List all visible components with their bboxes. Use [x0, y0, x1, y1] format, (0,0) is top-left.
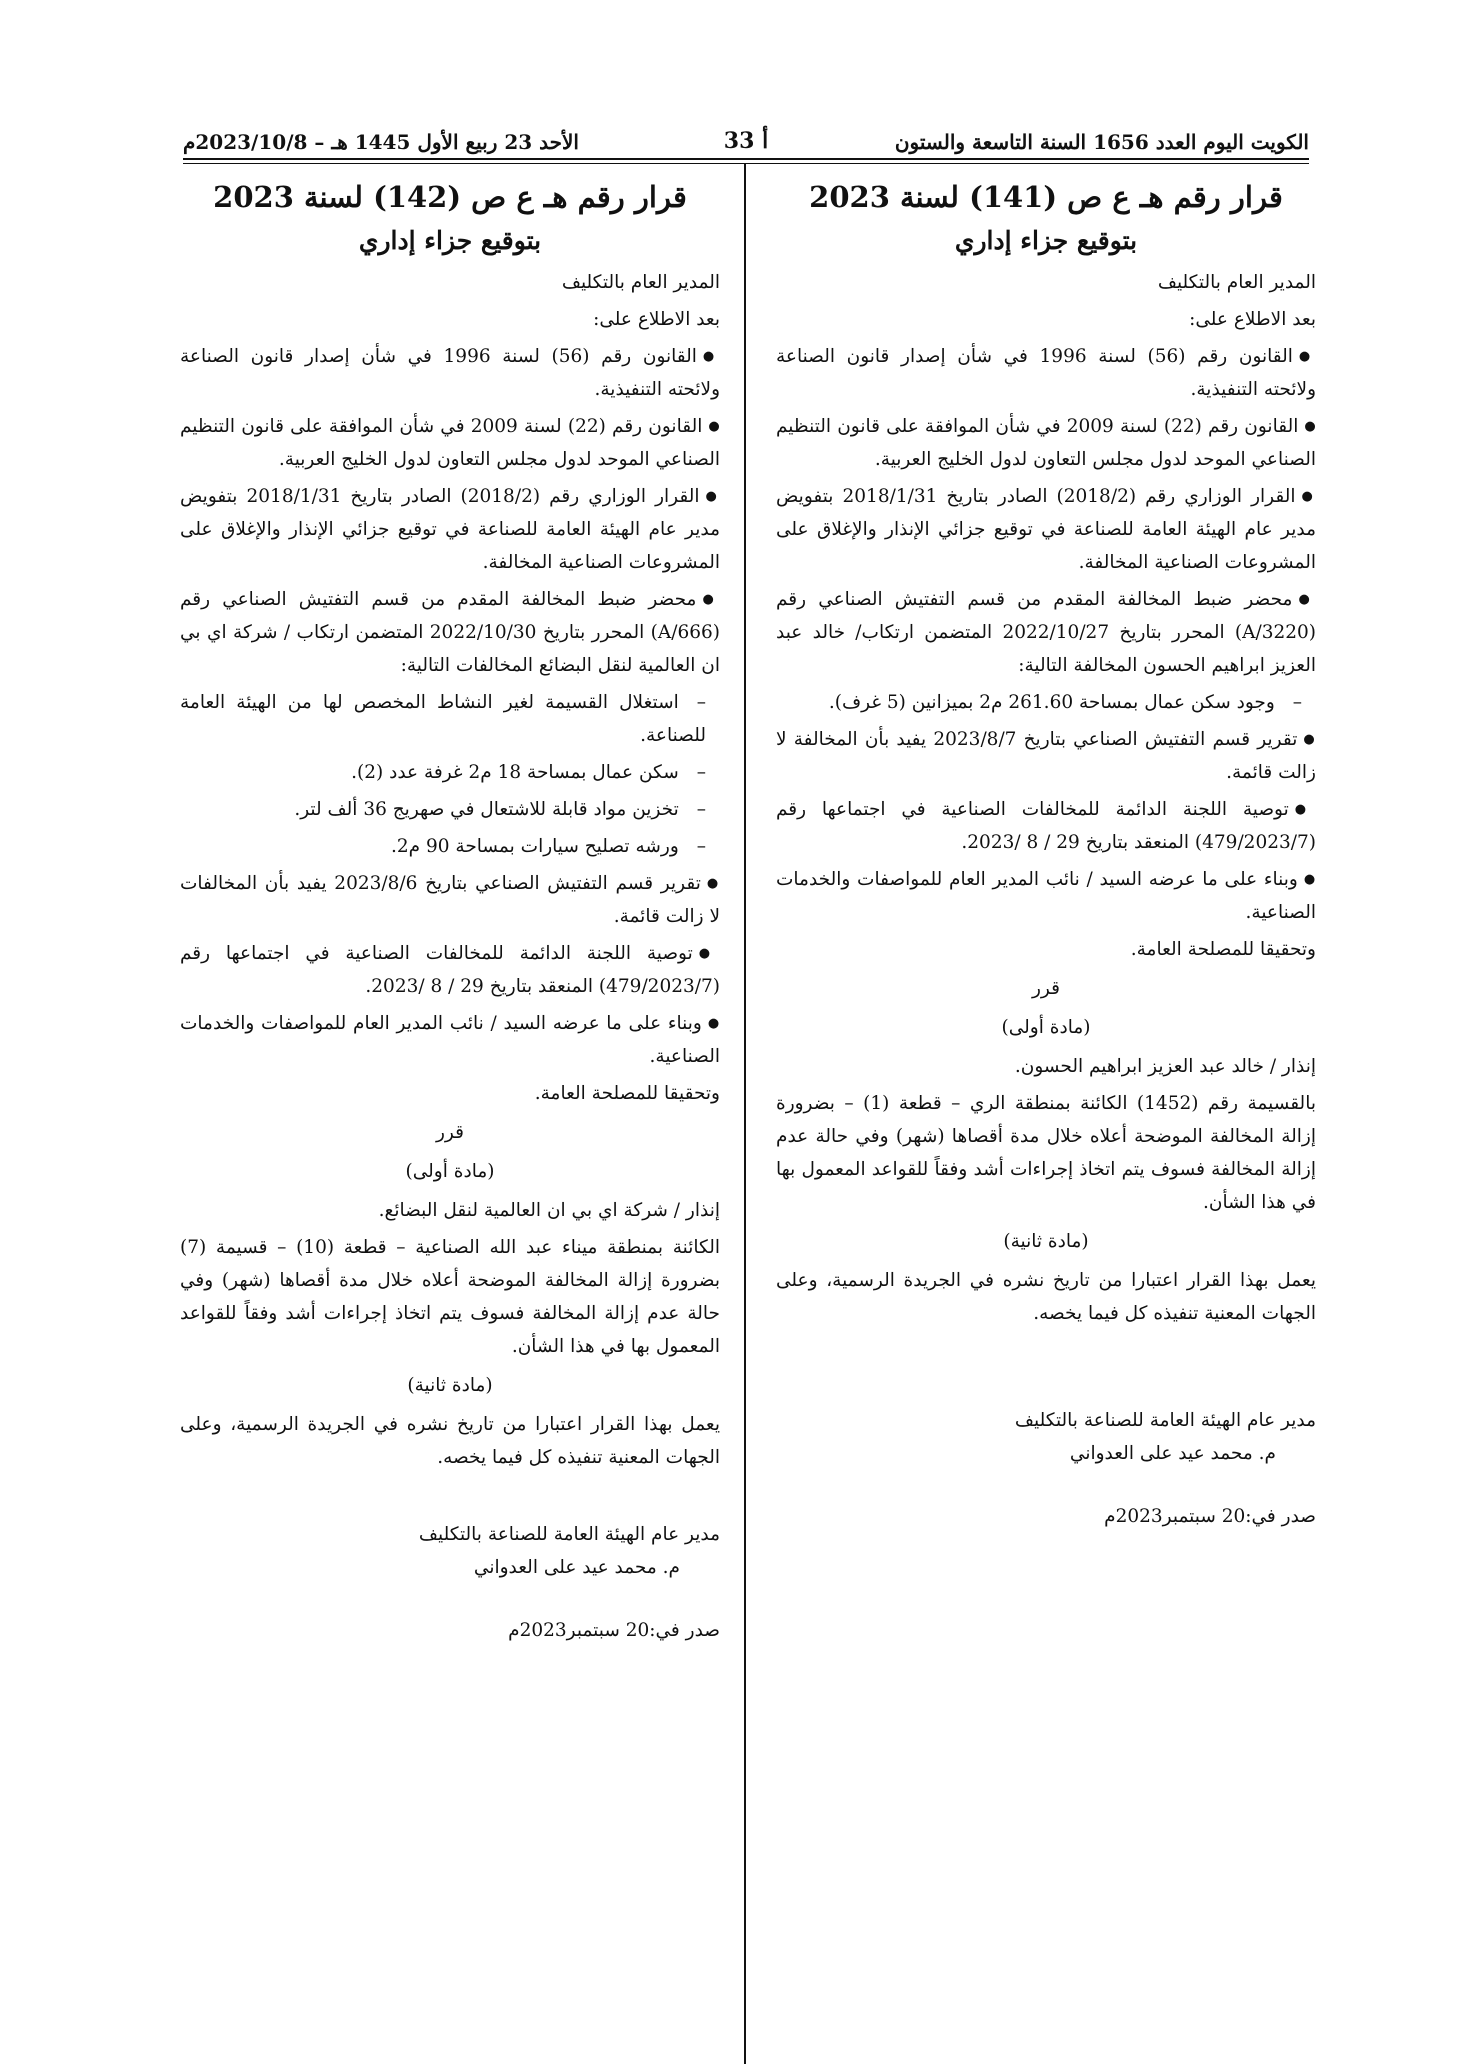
after-review: بعد الاطلاع على: — [1189, 309, 1316, 330]
article1-heading: (مادة أولى) — [405, 1161, 495, 1182]
decision-subtitle: بتوقيع جزاء إداري — [358, 226, 542, 255]
list-item: ● القانون رقم (56) لسنة 1996 في شأن إصدار قانون الصناعة ولائحته التنفيذية. — [776, 340, 1316, 406]
article2-text: يعمل بهذا القرار اعتبارا من تاريخ نشره في الجريدة الرسمية، وعلى الجهات المعنية تنفيذه كل فيما يخصه. — [180, 1414, 720, 1468]
list-item: ● القرار الوزاري رقم (2018/2) الصادر بتاريخ 2018/1/31 بتفويض مدير عام الهيئة العامة للصناعة في توقيع جزائي الإنذار والإغلاق على المشروعات الصناعية المخالفة. — [180, 480, 720, 579]
signature-title: مدير عام الهيئة العامة للصناعة بالتكليف — [418, 1524, 720, 1545]
list-item: ● وبناء على ما عرضه السيد / نائب المدير العام للمواصفات والخدمات الصناعية. — [776, 863, 1316, 929]
decided-heading: قرر — [1032, 978, 1060, 999]
issue-date: الأحد 23 ربيع الأول 1445 هـ – 2023/10/8م — [183, 130, 579, 154]
decided-heading: قرر — [436, 1122, 464, 1143]
publication-info: الكويت اليوم العدد 1656 السنة التاسعة والستون — [894, 130, 1309, 154]
issued-date: صدر في:20 سبتمبر2023م — [1104, 1506, 1316, 1527]
article2-heading: (مادة ثانية) — [407, 1375, 493, 1396]
violation-item: – تخزين مواد قابلة للاشتعال في صهريج 36 ألف لتر. — [180, 793, 720, 826]
list-item: ● تقرير قسم التفتيش الصناعي بتاريخ 2023/8/7 يفيد بأن المخالفة لا زالت قائمة. — [776, 723, 1316, 789]
violation-item: – استغلال القسيمة لغير النشاط المخصص لها من الهيئة العامة للصناعة. — [180, 686, 720, 752]
decision-title: قرار رقم هـ ع ص (141) لسنة 2023 — [809, 180, 1283, 214]
decision-title: قرار رقم هـ ع ص (142) لسنة 2023 — [213, 180, 687, 214]
list-item: ● القانون رقم (56) لسنة 1996 في شأن إصدار قانون الصناعة ولائحته التنفيذية. — [180, 340, 720, 406]
violation-item: – وجود سكن عمال بمساحة 261.60 م2 بميزانين (5 غرف). — [776, 686, 1316, 719]
article2-text: يعمل بهذا القرار اعتبارا من تاريخ نشره في الجريدة الرسمية، وعلى الجهات المعنية تنفيذه كل فيما يخصه. — [776, 1270, 1316, 1324]
issuer: المدير العام بالتكليف — [561, 272, 720, 293]
list-item: ● تقرير قسم التفتيش الصناعي بتاريخ 2023/8/6 يفيد بأن المخالفات لا زالت قائمة. — [180, 867, 720, 933]
running-header — [183, 118, 1309, 154]
column-divider — [744, 164, 746, 2064]
list-item: ● محضر ضبط المخالفة المقدم من قسم التفتيش الصناعي رقم (A/3220) المحرر بتاريخ 2022/10/27 المتضمن ارتكاب/ خالد عبد العزيز ابراهيم الحسون المخالفة التالية: — [776, 583, 1316, 682]
violation-item: – ورشه تصليح سيارات بمساحة 90 م2. — [180, 830, 720, 863]
violation-item: – سكن عمال بمساحة 18 م2 غرفة عدد (2). — [180, 756, 720, 789]
header-rule-thin — [183, 163, 1309, 164]
public-interest: وتحقيقا للمصلحة العامة. — [534, 1083, 720, 1104]
article1-warning: إنذار / شركة اي بي ان العالمية لنقل البضائع. — [378, 1200, 720, 1221]
issued-date: صدر في:20 سبتمبر2023م — [508, 1620, 720, 1641]
article1-warning: إنذار / خالد عبد العزيز ابراهيم الحسون. — [1014, 1056, 1316, 1077]
article2-heading: (مادة ثانية) — [1003, 1231, 1089, 1252]
list-item: ● القرار الوزاري رقم (2018/2) الصادر بتاريخ 2018/1/31 بتفويض مدير عام الهيئة العامة للصناعة في توقيع جزائي الإنذار والإغلاق على المشروعات الصناعية المخالفة. — [776, 480, 1316, 579]
decision-142-column — [180, 174, 720, 1651]
list-item: ● وبناء على ما عرضه السيد / نائب المدير العام للمواصفات والخدمات الصناعية. — [180, 1007, 720, 1073]
after-review: بعد الاطلاع على: — [593, 309, 720, 330]
list-item: ● القانون رقم (22) لسنة 2009 في شأن الموافقة على قانون التنظيم الصناعي الموحد لدول مجلس التعاون لدول الخليج العربية. — [180, 410, 720, 476]
article1-heading: (مادة أولى) — [1001, 1017, 1091, 1038]
article1-text: الكائنة بمنطقة ميناء عبد الله الصناعية – قطعة (10) – قسيمة (7) بضرورة إزالة المخالفة الموضحة أعلاه خلال مدة أقصاها (شهر) وفي حالة عدم إزالة المخالفة فسوف يتم اتخاذ إجراءات أشد وفقاً للقواعد المعمول بها في هذا الشأن. — [180, 1237, 720, 1357]
public-interest: وتحقيقا للمصلحة العامة. — [1130, 939, 1316, 960]
list-item: ● توصية اللجنة الدائمة للمخالفات الصناعية في اجتماعها رقم (479/2023/7) المنعقد بتاريخ 29 / 8 /2023. — [776, 793, 1316, 859]
header-rule-thick — [183, 158, 1309, 160]
list-item: ● القانون رقم (22) لسنة 2009 في شأن الموافقة على قانون التنظيم الصناعي الموحد لدول مجلس التعاون لدول الخليج العربية. — [776, 410, 1316, 476]
decision-subtitle: بتوقيع جزاء إداري — [954, 226, 1138, 255]
list-item: ● محضر ضبط المخالفة المقدم من قسم التفتيش الصناعي رقم (A/666) المحرر بتاريخ 2022/10/30 المتضمن ارتكاب / شركة اي بي ان العالمية لنقل البضائع المخالفات التالية: — [180, 583, 720, 682]
signature-title: مدير عام الهيئة العامة للصناعة بالتكليف — [1014, 1410, 1316, 1431]
article1-text: بالقسيمة رقم (1452) الكائنة بمنطقة الري – قطعة (1) – بضرورة إزالة المخالفة الموضحة أعلاه خلال مدة أقصاها (شهر) وفي حالة عدم إزالة المخالفة فسوف يتم اتخاذ إجراءات أشد وفقاً للقواعد المعمول بها في هذا الشأن. — [776, 1093, 1316, 1213]
issuer: المدير العام بالتكليف — [1157, 272, 1316, 293]
signature-name: م. محمد عيد على العدواني — [473, 1557, 680, 1578]
decision-141-column — [776, 174, 1316, 1537]
list-item: ● توصية اللجنة الدائمة للمخالفات الصناعية في اجتماعها رقم (479/2023/7) المنعقد بتاريخ 29 / 8 /2023. — [180, 937, 720, 1003]
page-number: أ 33 — [723, 128, 769, 154]
signature-name: م. محمد عيد على العدواني — [1069, 1443, 1276, 1464]
